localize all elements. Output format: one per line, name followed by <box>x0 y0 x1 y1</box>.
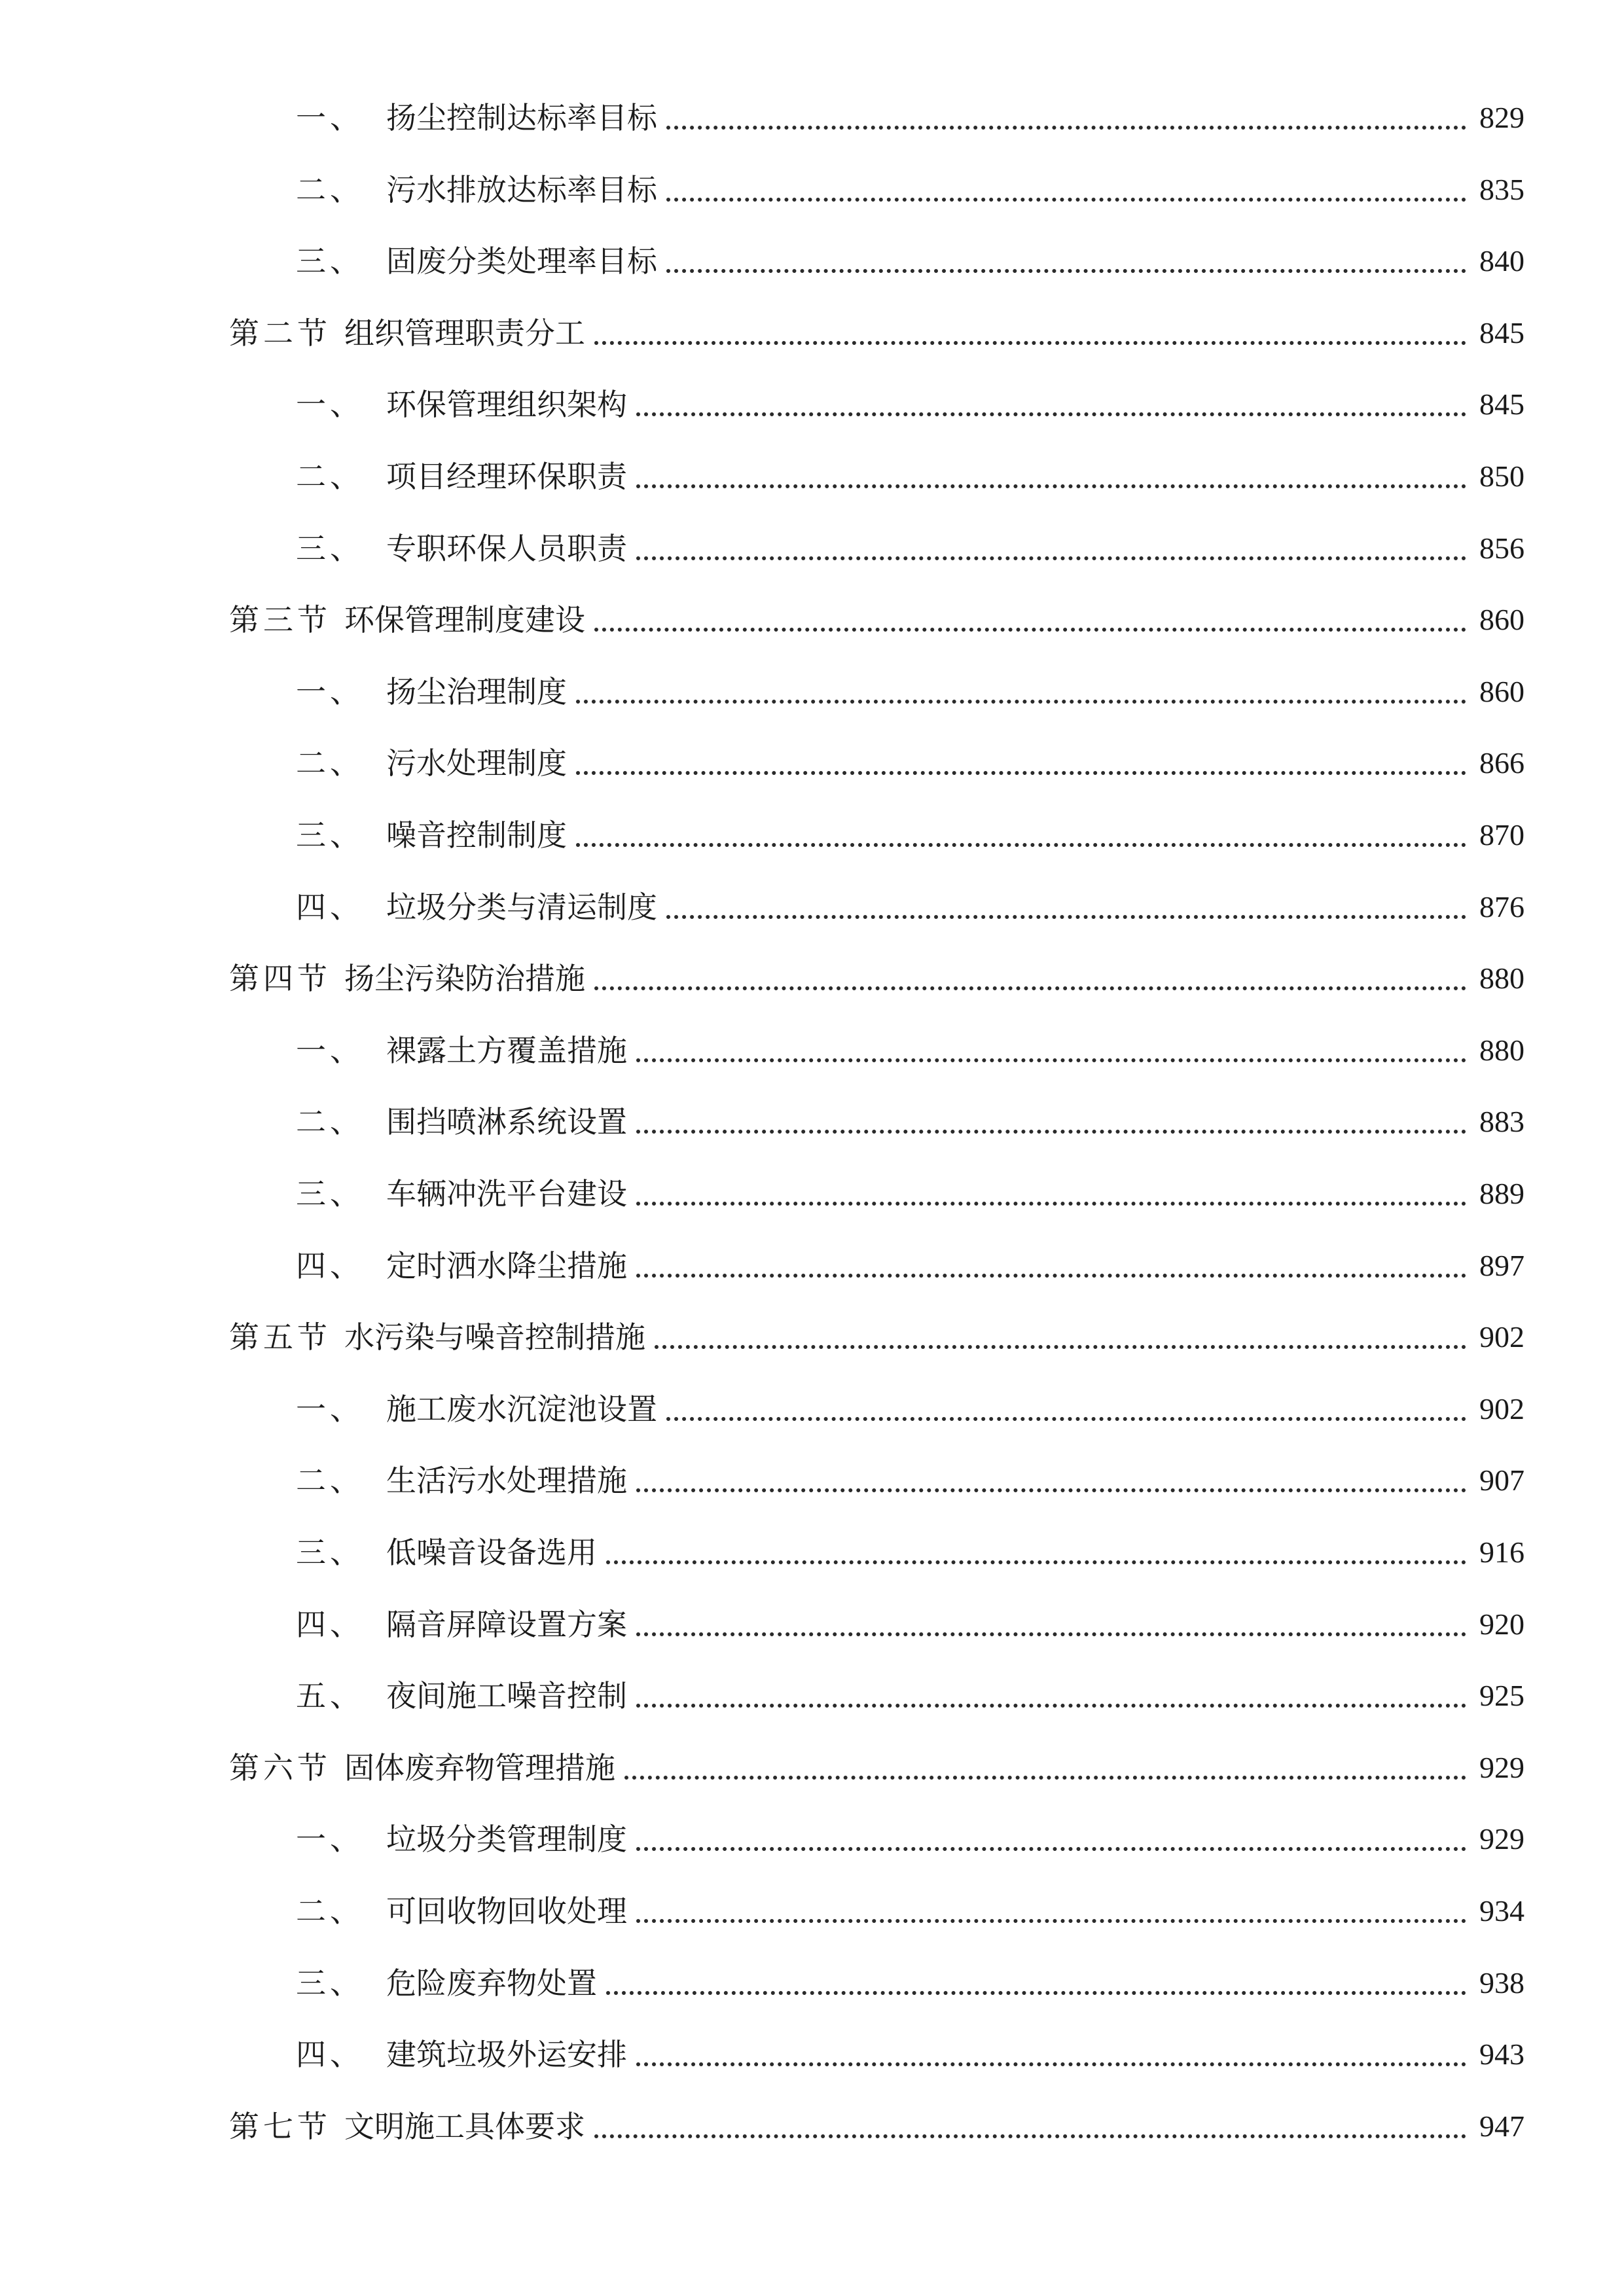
toc-entry-page-number: 938 <box>1470 1957 1525 2009</box>
toc-entry-title: 污水排放达标率目标 <box>386 171 657 207</box>
toc-entry-label <box>296 1598 634 1651</box>
toc-dot-leader <box>576 700 1466 704</box>
toc-entry-title: 定时洒水降尘措施 <box>386 1247 627 1283</box>
toc-dot-leader <box>636 2062 1466 2066</box>
toc-subsection-entry[interactable] <box>0 2028 1624 2081</box>
toc-entry-number: 第七节 <box>229 2108 331 2144</box>
toc-subsection-entry[interactable] <box>0 1885 1624 1937</box>
toc-subsection-entry[interactable] <box>0 809 1624 861</box>
toc-entry-number: 一、 <box>296 1391 364 1427</box>
toc-entry-page-number: 929 <box>1470 1742 1525 1794</box>
toc-subsection-entry[interactable] <box>0 1813 1624 1865</box>
toc-subsection-entry[interactable] <box>0 1598 1624 1651</box>
toc-entry-label <box>229 1311 652 1363</box>
toc-entry-page-number: 943 <box>1470 2028 1525 2081</box>
toc-entry-page-number: 880 <box>1470 1024 1525 1077</box>
toc-entry-title: 围挡喷淋系统设置 <box>386 1104 627 1140</box>
toc-entry-page-number: 845 <box>1470 378 1525 431</box>
toc-entry-number: 二、 <box>296 171 364 207</box>
toc-subsection-entry[interactable] <box>0 1670 1624 1722</box>
toc-entry-label <box>296 1813 634 1865</box>
toc-entry-label <box>296 809 573 861</box>
toc-entry-label <box>296 1957 604 2009</box>
toc-dot-leader <box>636 412 1466 416</box>
toc-subsection-entry[interactable] <box>0 450 1624 503</box>
toc-entry-title: 水污染与噪音控制措施 <box>344 1319 645 1355</box>
toc-entry-page-number: 920 <box>1470 1598 1525 1651</box>
toc-entry-label <box>296 1168 634 1220</box>
toc-subsection-entry[interactable] <box>0 1526 1624 1579</box>
toc-dot-leader <box>655 1345 1466 1349</box>
toc-dot-leader <box>594 341 1466 345</box>
toc-entry-title: 可回收物回收处理 <box>386 1893 627 1929</box>
toc-entry-title: 项目经理环保职责 <box>386 459 627 494</box>
toc-entry-label <box>229 307 592 359</box>
toc-dot-leader <box>636 1130 1466 1134</box>
toc-entry-number: 一、 <box>296 1821 364 1857</box>
toc-subsection-entry[interactable] <box>0 737 1624 789</box>
toc-entry-title: 危险废弃物处置 <box>386 1965 597 2001</box>
toc-entry-label <box>296 1096 634 1148</box>
toc-dot-leader <box>636 556 1466 560</box>
toc-entry-label <box>296 235 664 287</box>
toc-entry-page-number: 829 <box>1470 92 1525 144</box>
toc-dot-leader <box>594 2134 1466 2138</box>
toc-entry-label <box>229 952 592 1005</box>
toc-entry-title: 扬尘控制达标率目标 <box>386 100 657 135</box>
toc-subsection-entry[interactable] <box>0 522 1624 575</box>
toc-dot-leader <box>594 986 1466 990</box>
toc-entry-title: 车辆冲洗平台建设 <box>386 1176 627 1211</box>
toc-dot-leader <box>666 1417 1466 1421</box>
toc-entry-label <box>296 1240 634 1292</box>
toc-entry-label <box>296 2028 634 2081</box>
toc-entry-label <box>229 1742 622 1794</box>
toc-entry-number: 五、 <box>296 1678 364 1714</box>
toc-entry-title: 生活污水处理措施 <box>386 1463 627 1499</box>
toc-entry-title: 隔音屏障设置方案 <box>386 1606 627 1642</box>
toc-subsection-entry[interactable] <box>0 1957 1624 2009</box>
toc-entry-page-number: 929 <box>1470 1813 1525 1865</box>
toc-entry-label <box>296 881 664 933</box>
toc-entry-title: 噪音控制制度 <box>386 817 567 853</box>
toc-entry-page-number: 902 <box>1470 1383 1525 1435</box>
toc-entry-number: 四、 <box>296 1606 364 1642</box>
toc-dot-leader <box>606 1991 1466 1995</box>
toc-entry-title: 施工废水沉淀池设置 <box>386 1391 657 1427</box>
toc-entry-number: 一、 <box>296 673 364 709</box>
toc-dot-leader <box>666 915 1466 919</box>
toc-entry-number: 二、 <box>296 745 364 781</box>
toc-section-entry[interactable] <box>0 594 1624 646</box>
toc-entry-number: 第六节 <box>229 1749 331 1785</box>
toc-entry-number: 二、 <box>296 459 364 494</box>
toc-entry-number: 第二节 <box>229 315 331 351</box>
toc-dot-leader <box>576 843 1466 847</box>
toc-section-entry[interactable] <box>0 307 1624 359</box>
toc-entry-page-number: 897 <box>1470 1240 1525 1292</box>
toc-entry-label <box>296 378 634 431</box>
toc-entry-label <box>296 1885 634 1937</box>
toc-entry-page-number: 845 <box>1470 307 1525 359</box>
toc-entry-number: 二、 <box>296 1104 364 1140</box>
toc-dot-leader <box>576 771 1466 775</box>
toc-entry-label <box>296 522 634 575</box>
toc-entry-number: 一、 <box>296 1032 364 1068</box>
toc-dot-leader <box>636 1274 1466 1278</box>
toc-subsection-entry[interactable] <box>0 1240 1624 1292</box>
toc-dot-leader <box>666 198 1466 202</box>
toc-entry-number: 三、 <box>296 1965 364 2001</box>
toc-entry-number: 一、 <box>296 100 364 135</box>
toc-section-entry[interactable] <box>0 1742 1624 1794</box>
toc-entry-label <box>296 1383 664 1435</box>
toc-entry-page-number: 947 <box>1470 2100 1525 2153</box>
toc-dot-leader <box>666 269 1466 273</box>
toc-entry-title: 固体废弃物管理措施 <box>344 1749 615 1785</box>
toc-entry-title: 建筑垃圾外运安排 <box>386 2037 627 2073</box>
toc-entry-title: 文明施工具体要求 <box>344 2108 585 2144</box>
toc-entry-label <box>296 450 634 503</box>
toc-entry-number: 三、 <box>296 243 364 279</box>
toc-section-entry[interactable] <box>0 952 1624 1005</box>
toc-subsection-entry[interactable] <box>0 881 1624 933</box>
toc-entry-title: 专职环保人员职责 <box>386 530 627 566</box>
toc-entry-title: 低噪音设备选用 <box>386 1535 597 1570</box>
toc-entry-number: 四、 <box>296 889 364 925</box>
toc-dot-leader <box>636 1058 1466 1062</box>
toc-subsection-entry[interactable] <box>0 378 1624 431</box>
toc-entry-page-number: 835 <box>1470 164 1525 216</box>
toc-entry-number: 第五节 <box>229 1319 331 1355</box>
toc-entry-label <box>229 2100 592 2153</box>
toc-entry-title: 污水处理制度 <box>386 745 567 781</box>
toc-entry-label <box>296 1024 634 1077</box>
toc-entry-title: 垃圾分类与清运制度 <box>386 889 657 925</box>
toc-entry-label <box>296 1670 634 1722</box>
toc-entry-page-number: 850 <box>1470 450 1525 503</box>
toc-entry-page-number: 902 <box>1470 1311 1525 1363</box>
toc-dot-leader <box>624 1776 1466 1780</box>
toc-entry-number: 一、 <box>296 387 364 423</box>
toc-entry-title: 垃圾分类管理制度 <box>386 1821 627 1857</box>
toc-entry-page-number: 866 <box>1470 737 1525 789</box>
toc-entry-page-number: 934 <box>1470 1885 1525 1937</box>
toc-dot-leader <box>636 1704 1466 1708</box>
toc-dot-leader <box>666 126 1466 130</box>
toc-dot-leader <box>594 628 1466 632</box>
toc-entry-page-number: 883 <box>1470 1096 1525 1148</box>
toc-dot-leader <box>636 484 1466 488</box>
toc-entry-title: 组织管理职责分工 <box>344 315 585 351</box>
toc-entry-title: 环保管理组织架构 <box>386 387 627 423</box>
toc-entry-label <box>296 666 573 718</box>
toc-entry-number: 三、 <box>296 1535 364 1570</box>
toc-entry-title: 环保管理制度建设 <box>344 602 585 638</box>
toc-entry-number: 三、 <box>296 817 364 853</box>
toc-dot-leader <box>636 1202 1466 1206</box>
toc-section-entry[interactable] <box>0 1311 1624 1363</box>
toc-subsection-entry[interactable] <box>0 666 1624 718</box>
toc-entry-number: 四、 <box>296 1247 364 1283</box>
toc-entry-number: 四、 <box>296 2037 364 2073</box>
toc-entry-title: 裸露土方覆盖措施 <box>386 1032 627 1068</box>
toc-entry-number: 第三节 <box>229 602 331 638</box>
toc-entry-label <box>296 737 573 789</box>
toc-subsection-entry[interactable] <box>0 235 1624 287</box>
toc-entry-label <box>296 1526 604 1579</box>
toc-entry-page-number: 880 <box>1470 952 1525 1005</box>
toc-entry-number: 第四节 <box>229 961 331 997</box>
toc-entry-label <box>296 92 664 144</box>
toc-entry-page-number: 856 <box>1470 522 1525 575</box>
toc-entry-title: 扬尘污染防治措施 <box>344 961 585 997</box>
toc-entry-title: 夜间施工噪音控制 <box>386 1678 627 1714</box>
toc-entry-page-number: 840 <box>1470 235 1525 287</box>
toc-entry-page-number: 860 <box>1470 594 1525 646</box>
toc-subsection-entry[interactable] <box>0 1024 1624 1077</box>
toc-entry-title: 固废分类处理率目标 <box>386 243 657 279</box>
toc-dot-leader <box>606 1560 1466 1564</box>
toc-section-entry[interactable] <box>0 2100 1624 2153</box>
toc-subsection-entry[interactable] <box>0 1383 1624 1435</box>
toc-entry-label <box>296 164 664 216</box>
toc-entry-number: 三、 <box>296 530 364 566</box>
toc-entry-page-number: 925 <box>1470 1670 1525 1722</box>
toc-entry-page-number: 860 <box>1470 666 1525 718</box>
toc-entry-page-number: 889 <box>1470 1168 1525 1220</box>
toc-subsection-entry[interactable] <box>0 92 1624 144</box>
toc-subsection-entry[interactable] <box>0 164 1624 216</box>
toc-dot-leader <box>636 1488 1466 1492</box>
toc-entry-label <box>229 594 592 646</box>
toc-dot-leader <box>636 1919 1466 1923</box>
toc-entry-number: 二、 <box>296 1893 364 1929</box>
toc-dot-leader <box>636 1847 1466 1851</box>
toc-entry-page-number: 876 <box>1470 881 1525 933</box>
toc-entry-number: 二、 <box>296 1463 364 1499</box>
toc-dot-leader <box>636 1632 1466 1636</box>
toc-entry-title: 扬尘治理制度 <box>386 673 567 709</box>
toc-entry-number: 三、 <box>296 1176 364 1211</box>
toc-subsection-entry[interactable] <box>0 1096 1624 1148</box>
toc-subsection-entry[interactable] <box>0 1454 1624 1507</box>
toc-entry-page-number: 907 <box>1470 1454 1525 1507</box>
toc-entry-label <box>296 1454 634 1507</box>
toc-subsection-entry[interactable] <box>0 1168 1624 1220</box>
toc-entry-page-number: 916 <box>1470 1526 1525 1579</box>
toc-entry-page-number: 870 <box>1470 809 1525 861</box>
